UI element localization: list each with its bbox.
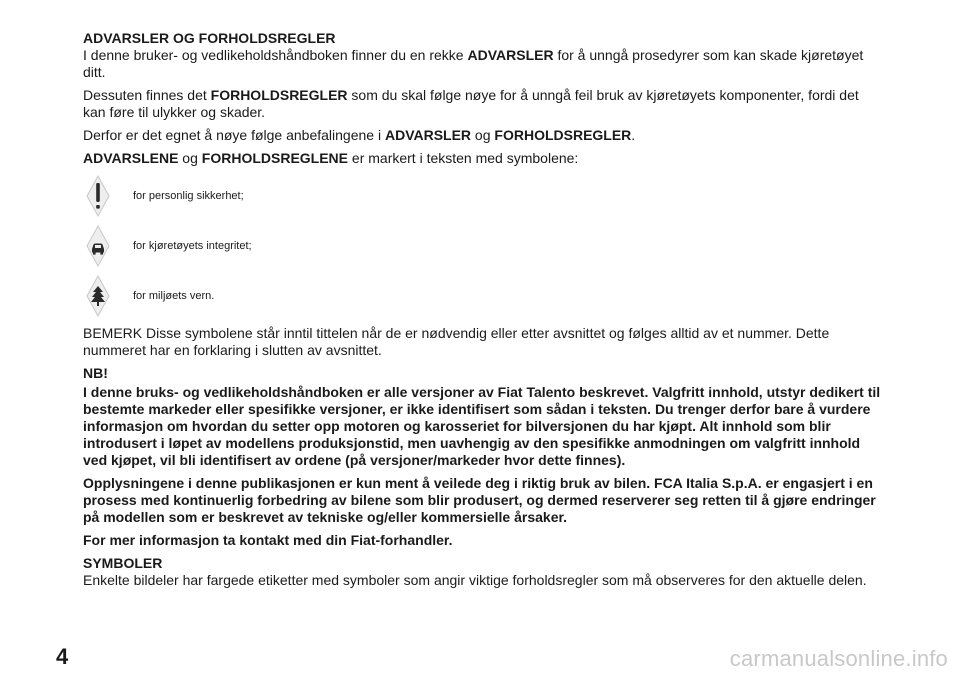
paragraph-symbols-intro: ADVARSLENE og FORHOLDSREGLENE er markert i teksten med symbolene: bbox=[83, 150, 579, 166]
symbol-item bbox=[85, 221, 883, 271]
page-number: 4 bbox=[56, 644, 69, 669]
symbol-label: for kjøretøyets integritet; bbox=[133, 239, 252, 252]
environment-icon bbox=[85, 274, 111, 318]
section-title-warnings: ADVARSLER OG FORHOLDSREGLER bbox=[83, 30, 336, 46]
page-content bbox=[83, 30, 883, 595]
nb-paragraph-dealer: For mer informasjon ta kontakt med din Fiat-forhandler. bbox=[83, 532, 453, 548]
nb-paragraph-publication: Opplysningene i denne publikasjonen er kun ment å veilede deg i riktig bruk av bilen. FCA Italia S.p.A. er engasjert i en prosess med kontinuerlig forbedring av bilene som blir produsert, og dermed reserverer seg retten til å gjøre endringer på modellen som er beskrevet av tekniske og/eller kommersielle årsaker. bbox=[83, 475, 876, 525]
nb-title: NB! bbox=[83, 365, 108, 381]
watermark: carmanualsonline.info bbox=[729, 646, 948, 671]
symbol-item bbox=[85, 271, 883, 321]
symbol-label: for miljøets vern. bbox=[133, 289, 215, 302]
nb-section bbox=[83, 365, 883, 549]
paragraph-warnings-intro: I denne bruker- og vedlikeholdshåndboken finner du en rekke ADVARSLER for å unngå prosedyrer som kan skade kjøretøyet ditt. bbox=[83, 47, 864, 80]
symbol-label: for personlig sikkerhet; bbox=[133, 189, 244, 202]
personal-safety-icon bbox=[85, 174, 111, 218]
nb-paragraph-versions: I denne bruks- og vedlikeholdshåndboken er alle versjoner av Fiat Talento beskrevet. Valgfritt innhold, utstyr dedikert til bestemte markeder eller spesifikke versjoner, er ikke identifisert som sådan i teksten. Du trenger derfor bare å vurdere informasjon om hvordan du setter opp motoren og karosseriet for bilversjonen du har kjøpt. Alt innhold som blir introdusert i løpet av modellens produksjonstid, men uavhengig av den spesifikke anmodningen om valgfritt innhold ved kjøpet, vil bli identifisert av ordene (på versjoner/markeder hvor dette finnes). bbox=[83, 384, 881, 468]
vehicle-integrity-icon bbox=[85, 224, 111, 268]
paragraph-follow-recommendations: Derfor er det egnet å nøye følge anbefalingene i ADVARSLER og FORHOLDSREGLER. bbox=[83, 127, 636, 143]
symbol-list bbox=[83, 171, 883, 321]
paragraph-precautions-intro: Dessuten finnes det FORHOLDSREGLER som du skal følge nøye for å unngå feil bruk av kjøretøyets komponenter, fordi det kan føre til ulykker og skader. bbox=[83, 87, 859, 120]
paragraph-symbols-labels: Enkelte bildeler har fargede etiketter med symboler som angir viktige forholdsregler som må observeres for den aktuelle delen. bbox=[83, 572, 867, 588]
symbol-item bbox=[85, 171, 883, 221]
paragraph-note: BEMERK Disse symbolene står inntil tittelen når de er nødvendig eller etter avsnittet og følges alltid av et nummer. Dette nummeret har en forklaring i slutten av avsnittet. bbox=[83, 325, 830, 358]
section-title-symbols: SYMBOLER bbox=[83, 555, 163, 571]
